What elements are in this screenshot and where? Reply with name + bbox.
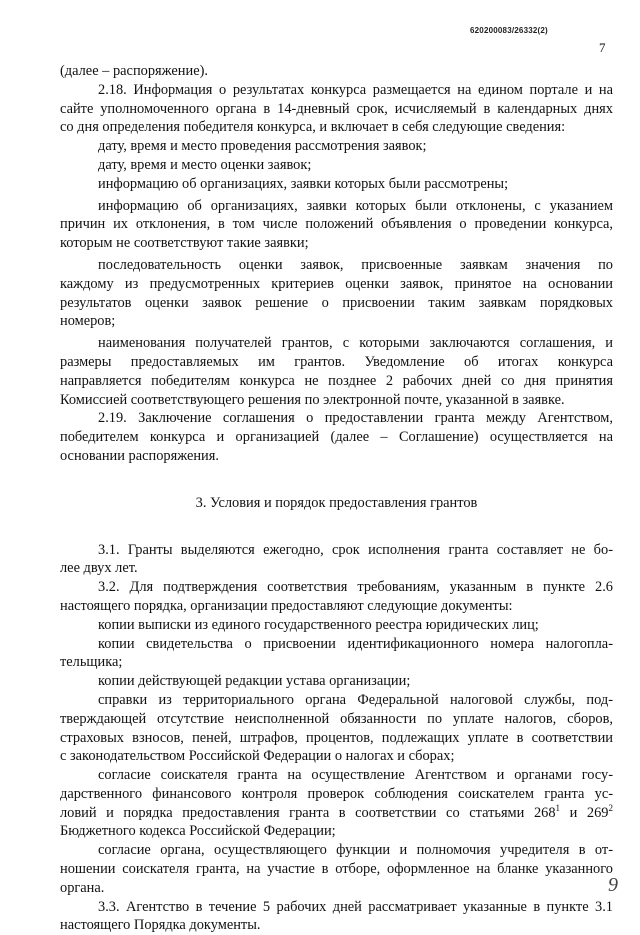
paragraph-3-1 — [60, 541, 613, 579]
list-item: информацию об организациях, заявки которых были рассмотрены; — [98, 175, 509, 192]
footnote-marker: 1 — [555, 802, 561, 813]
list-item — [60, 766, 613, 841]
text-line: основании распоряжения. — [60, 447, 219, 464]
list-item — [60, 334, 613, 409]
text-line: лее двух лет. — [60, 560, 138, 577]
list-item: копии действующей редакции устава организации; — [98, 673, 411, 690]
text-line: органа. — [60, 879, 105, 896]
text-line: с законодательством Российской Федерации о налогах и сборах; — [60, 748, 455, 765]
text-line: размеры предоставляемых им грантов. Уведомление об итогах конкурса — [60, 353, 613, 370]
text-line: настоящего Порядка документы. — [60, 917, 261, 934]
text-line: Комиссией соответствующего решения по электронной почте, указанной в заявке. — [60, 391, 565, 408]
text-line: победителем конкурса и организацией (далее – Соглашение) осуществляется на — [60, 429, 613, 446]
list-item — [60, 256, 613, 331]
text-fragment: и 269 — [569, 804, 609, 821]
text-line: 3.1. Гранты выделяются ежегодно, срок исполнения гранта составляет не бо- — [98, 541, 613, 558]
text-line: направляется победителям конкурса не позднее 2 рабочих дней со дня принятия — [60, 372, 613, 389]
text-line: которым не соответствуют такие заявки; — [60, 235, 309, 252]
text-line: Бюджетного кодекса Российской Федерации; — [60, 823, 336, 840]
text-fragment: ловий и порядка предоставления гранта в соответствии со статьями 268 — [60, 804, 556, 821]
paragraph-2-19 — [60, 409, 613, 465]
text-line: 2.19. Заключение соглашения о предоставлении гранта между Агентством, — [98, 410, 613, 427]
list-item: дату, время и место проведения рассмотрения заявок; — [98, 138, 427, 155]
text-line: страховых взносов, пеней, штрафов, процентов, подлежащих уплате в соответствии — [60, 729, 613, 746]
text-line: номеров; — [60, 313, 116, 330]
text-line: тверждающей отсутствие неисполненной обязанности по уплате налогов, сборов, — [60, 710, 613, 727]
text-line: наименования получателей грантов, с которыми заключаются соглашения, и — [98, 335, 613, 352]
text-line: со дня определения победителя конкурса, и включает в себя следующие сведения: — [60, 119, 566, 136]
text-line — [60, 804, 613, 823]
text-line: ношении соискателя гранта, на участие в отборе, оформленное на бланке указанного — [60, 861, 613, 878]
document-body — [60, 62, 613, 935]
text-line: согласие соискателя гранта на осуществление Агентством и органами госу- — [98, 767, 613, 784]
list-item: копии выписки из единого государственного реестра юридических лиц; — [98, 616, 539, 633]
text-line: сайте уполномоченного органа в 14-дневный срок, исчисляемый в календарных днях — [60, 100, 613, 117]
text-line: согласие органа, осуществляющего функции и полномочия учредителя в от- — [98, 842, 613, 859]
document-code: 620200083/26332(2) — [470, 26, 548, 35]
list-item — [60, 197, 613, 253]
handwritten-page-mark: 9 — [608, 874, 618, 896]
text-line: копии свидетельства о присвоении идентификационного номера налогопла- — [98, 635, 613, 652]
text-line: 2.18. Информация о результатах конкурса размещается на едином портале и на — [98, 81, 613, 98]
text-line: результатов оценки заявок решение о присвоении таким заявкам порядковых — [60, 294, 613, 311]
text-line: 3.2. Для подтверждения соответствия требованиям, указанным в пункте 2.6 — [98, 579, 613, 596]
list-item: дату, время и место оценки заявок; — [98, 156, 312, 173]
text-line: тельщика; — [60, 654, 123, 671]
text-line: настоящего порядка, организации предоставляют следующие документы: — [60, 597, 513, 614]
text-line: (далее – распоряжение). — [60, 63, 208, 79]
list-item — [60, 635, 613, 673]
text-line: 3.3. Агентство в течение 5 рабочих дней рассматривает указанные в пункте 3.1 — [98, 898, 613, 915]
paragraph-2-18 — [60, 81, 613, 137]
text-line: каждому из предусмотренных критериев оценки заявок, принятое на основании — [60, 275, 613, 292]
text-line: дарственного финансового контроля проверок соблюдения соискателем гранта ус- — [60, 785, 613, 802]
page-number: 7 — [599, 40, 606, 55]
list-item — [60, 841, 613, 897]
footnote-marker: 2 — [608, 802, 613, 813]
text-line: причин их отклонения, в том числе положений объявления о проведении конкурса, — [60, 216, 613, 233]
text-line: информацию об организациях, заявки которых были отклонены, с указанием — [98, 197, 613, 214]
text-line: последовательность оценки заявок, присвоенные заявкам значения по — [98, 256, 613, 273]
section-title: 3. Условия и порядок предоставления грантов — [195, 494, 478, 511]
list-item — [60, 691, 613, 766]
paragraph-3-2 — [60, 578, 613, 616]
paragraph-3-3 — [60, 898, 613, 935]
text-line: справки из территориального органа Федеральной налоговой службы, под- — [98, 691, 613, 708]
